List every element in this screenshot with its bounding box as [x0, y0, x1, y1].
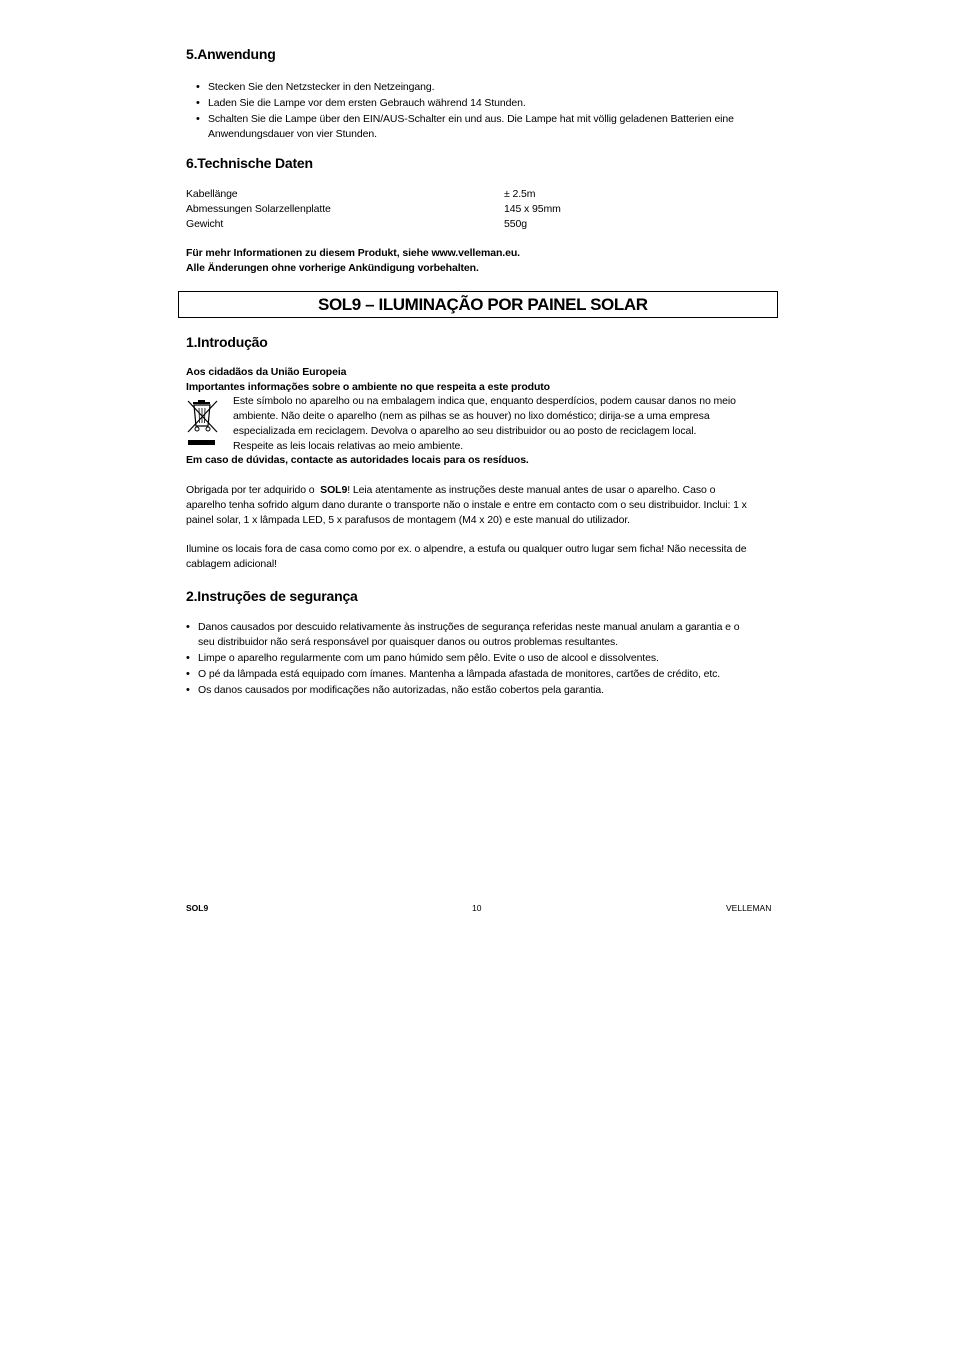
illumination-line: cablagem adicional!: [186, 558, 277, 570]
footer-brand: VELLEMAN: [726, 903, 772, 913]
section-heading-anwendung: 5.Anwendung: [186, 46, 276, 62]
spec-row: [186, 202, 746, 217]
weee-line: Respeite as leis locais relativas ao meio ambiente.: [233, 440, 464, 452]
anwendung-list: [186, 80, 761, 142]
page-number: 10: [472, 903, 482, 913]
spec-value: 550g: [504, 218, 527, 230]
list-item: • Laden Sie die Lampe vor dem ersten Gebrauch während 14 Stunden.: [186, 96, 761, 111]
illumination-line: Ilumine os locais fora de casa como como por ex. o alpendre, a estufa ou qualquer outro lugar sem ficha! Não necessita de: [186, 543, 747, 555]
section-heading-introducao: 1.Introdução: [186, 334, 268, 350]
spec-value: 145 x 95mm: [504, 203, 561, 215]
footer-product-code: SOL9: [186, 903, 209, 913]
thanks-line: [186, 483, 776, 498]
list-item: • Schalten Sie die Lampe über den EIN/AUS-Schalter ein und aus. Die Lampe hat mit völlig geladenen Batterien eine Anwendungsdauer von vier Stunden.: [186, 112, 761, 142]
illumination-paragraph: [186, 542, 776, 572]
spec-row: [186, 217, 746, 232]
section-heading-seguranca: 2.Instruções de segurança: [186, 588, 358, 604]
changes-note: Alle Änderungen ohne vorherige Ankündigung vorbehalten.: [186, 262, 479, 274]
list-item: • Danos causados por descuido relativamente às instruções de segurança referidas neste manual anulam a garantia e o seu distribuidor não será responsável por quaisquer danos ou outros problemas resultantes.: [186, 620, 758, 650]
weee-line: Este símbolo no aparelho ou na embalagem indica que, enquanto desperdícios, podem causar danos no meio: [233, 395, 736, 407]
doubt-note: Em caso de dúvidas, contacte as autoridades locais para os resíduos.: [186, 454, 529, 466]
document-title-box: [178, 291, 778, 318]
list-item: • Limpe o aparelho regularmente com um pano húmido sem pêlo. Evite o uso de alcool e dissolventes.: [186, 651, 758, 666]
eu-citizens-heading: Aos cidadãos da União Europeia: [186, 366, 347, 378]
weee-line: ambiente. Não deite o aparelho (nem as pilhas se as houver) no lixo doméstico; dirija-se a uma empresa: [233, 410, 710, 422]
thanks-line: aparelho tenha sofrido algum dano durante o transporte não o instale e entre em contacto com o seu distribuidor. Inclui: 1 x: [186, 499, 747, 511]
info-note: Für mehr Informationen zu diesem Produkt, siehe www.velleman.eu.: [186, 247, 520, 259]
environment-info-heading: Importantes informações sobre o ambiente no que respeita a este produto: [186, 381, 550, 393]
thanks-text: Obrigada por ter adquirido o: [186, 484, 321, 496]
safety-list: [186, 620, 758, 698]
spec-label: Kabellänge: [186, 188, 238, 200]
list-item: • Stecken Sie den Netzstecker in den Netzeingang.: [186, 80, 761, 95]
list-item: • Os danos causados por modificações não autorizadas, não estão cobertos pela garantia.: [186, 683, 758, 698]
spec-label: Abmessungen Solarzellenplatte: [186, 203, 331, 215]
thanks-text: ! Leia atentamente as instruções deste manual antes de usar o aparelho. Caso o: [347, 484, 716, 496]
spec-label: Gewicht: [186, 218, 224, 230]
weee-text: [233, 394, 773, 454]
spec-value: ± 2.5m: [504, 188, 536, 200]
product-name: SOL9: [320, 484, 348, 496]
document-title: SOL9 – ILUMINAÇÃO POR PAINEL SOLAR: [318, 295, 648, 314]
thanks-line: painel solar, 1 x lâmpada LED, 5 x parafusos de montagem (M4 x 20) e este manual do utilizador.: [186, 514, 631, 526]
spec-row: [186, 187, 746, 202]
list-item: • O pé da lâmpada está equipado com ímanes. Mantenha a lâmpada afastada de monitores, cartões de crédito, etc.: [186, 667, 758, 682]
thanks-paragraph: [186, 483, 776, 528]
weee-line: especializada em reciclagem. Devolva o aparelho ao seu distribuidor ou ao posto de reciclagem local.: [233, 425, 697, 437]
section-heading-technische-daten: 6.Technische Daten: [186, 155, 313, 171]
weee-bin-icon: [186, 398, 220, 448]
